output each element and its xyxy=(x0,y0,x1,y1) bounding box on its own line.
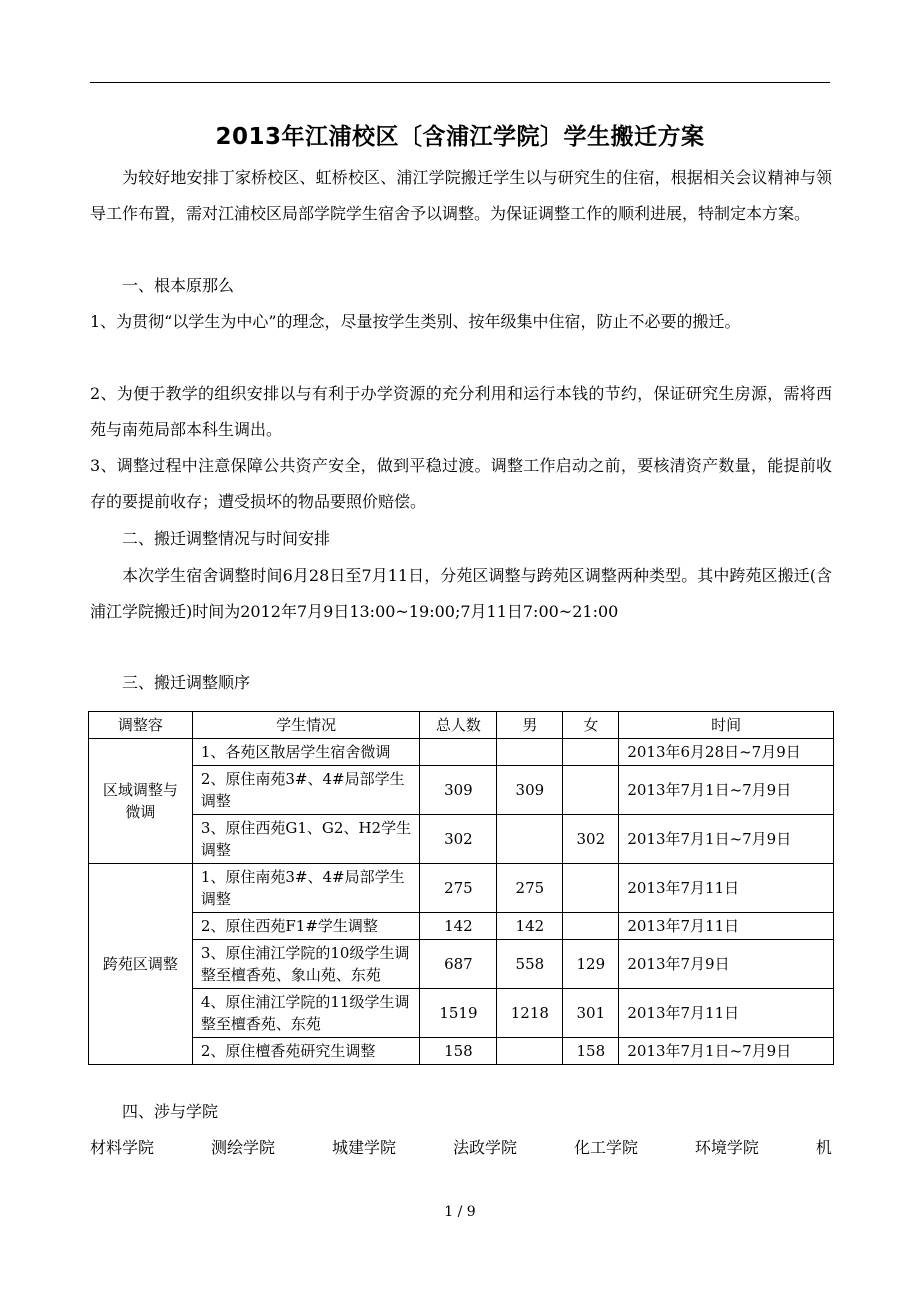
table-cell: 2013年7月1日~7月9日 xyxy=(619,766,834,815)
table-cell: 4、原住浦江学院的11级学生调整至檀香苑、东苑 xyxy=(192,989,420,1038)
table-cell: 301 xyxy=(563,989,619,1038)
table-row xyxy=(89,989,834,1038)
table-cell: 2013年7月11日 xyxy=(619,864,834,913)
table-cell: 3、原住浦江学院的10级学生调整至檀香苑、象山苑、东苑 xyxy=(192,940,420,989)
table-row xyxy=(89,815,834,864)
table-cell: 1、各苑区散居学生宿舍微调 xyxy=(192,739,420,766)
table-cell xyxy=(420,739,497,766)
table-cell: 142 xyxy=(497,913,563,940)
table-row xyxy=(89,739,834,766)
table-cell xyxy=(563,913,619,940)
relocation-table xyxy=(88,711,834,1065)
college-name: 测绘学院 xyxy=(210,1138,275,1157)
section4-heading: 四、涉与学院 xyxy=(122,1102,219,1121)
section1-heading: 一、根本原那么 xyxy=(122,276,235,295)
table-cell: 2、原住檀香苑研究生调整 xyxy=(192,1038,420,1065)
table-header-cell: 学生情况 xyxy=(192,712,420,739)
table-cell: 158 xyxy=(563,1038,619,1065)
section1-item-2: 2、为便于教学的组织安排以与有利于办学资源的充分利用和运行本钱的节约，保证研究生房源，需将西苑与南苑局部本科生调出。 xyxy=(90,384,832,439)
table-cell: 158 xyxy=(420,1038,497,1065)
section1-item-3: 3、调整过程中注意保障公共资产安全，做到平稳过渡。调整工作启动之前，要核清资产数量，能提前收存的要提前收存；遭受损坏的物品要照价赔偿。 xyxy=(90,456,832,511)
group-label-cell: 区域调整与微调 xyxy=(89,739,193,864)
table-cell: 687 xyxy=(420,940,497,989)
table-cell: 1519 xyxy=(420,989,497,1038)
page-number: 1 / 9 xyxy=(444,1204,476,1220)
table-cell: 2、原住南苑3#、4#局部学生调整 xyxy=(192,766,420,815)
group-label-cell: 跨苑区调整 xyxy=(89,864,193,1065)
table-row xyxy=(89,766,834,815)
table-row xyxy=(89,913,834,940)
table-header-cell: 男 xyxy=(497,712,563,739)
table-cell: 302 xyxy=(420,815,497,864)
table-row xyxy=(89,864,834,913)
table-cell xyxy=(563,739,619,766)
college-name: 化工学院 xyxy=(573,1138,638,1157)
table-cell: 2013年7月1日~7月9日 xyxy=(619,1038,834,1065)
section2-heading: 二、搬迁调整情况与时间安排 xyxy=(122,529,331,548)
intro-paragraph: 为较好地安排丁家桥校区、虹桥校区、浦江学院搬迁学生以与研究生的住宿，根据相关会议精神与领导工作布置，需对江浦校区局部学院学生宿舍予以调整。为保证调整工作的顺利进展，特制定本方案。 xyxy=(90,168,832,223)
table-cell: 3、原住西苑G1、G2、H2学生调整 xyxy=(192,815,420,864)
college-name: 城建学院 xyxy=(331,1138,396,1157)
table-header-row xyxy=(89,712,834,739)
table-cell: 142 xyxy=(420,913,497,940)
table-header-cell: 女 xyxy=(563,712,619,739)
table-cell: 309 xyxy=(420,766,497,815)
table-cell: 2013年7月11日 xyxy=(619,989,834,1038)
section1-item-1: 1、为贯彻“以学生为中心”的理念，尽量按学生类别、按年级集中住宿，防止不必要的搬迁。 xyxy=(90,312,741,331)
table-cell: 1、原住南苑3#、4#局部学生调整 xyxy=(192,864,420,913)
table-header-cell: 总人数 xyxy=(420,712,497,739)
table-cell xyxy=(563,766,619,815)
table-cell: 129 xyxy=(563,940,619,989)
table-cell: 2013年7月1日~7月9日 xyxy=(619,815,834,864)
header-rule xyxy=(90,82,830,83)
table-cell: 558 xyxy=(497,940,563,989)
section3-heading: 三、搬迁调整顺序 xyxy=(122,673,251,692)
table-cell: 2013年6月28日~7月9日 xyxy=(619,739,834,766)
table-cell: 2013年7月9日 xyxy=(619,940,834,989)
table-row xyxy=(89,1038,834,1065)
college-name: 环境学院 xyxy=(694,1138,759,1157)
table-cell: 2、原住西苑F1#学生调整 xyxy=(192,913,420,940)
table-cell: 1218 xyxy=(497,989,563,1038)
table-cell: 2013年7月11日 xyxy=(619,913,834,940)
table-row xyxy=(89,940,834,989)
table-header-cell: 时间 xyxy=(619,712,834,739)
table-cell: 275 xyxy=(420,864,497,913)
document-title: 2013年江浦校区〔含浦江学院〕学生搬迁方案 xyxy=(215,124,705,150)
table-cell: 275 xyxy=(497,864,563,913)
table-cell: 309 xyxy=(497,766,563,815)
college-name: 材料学院 xyxy=(90,1138,155,1157)
college-name: 法政学院 xyxy=(452,1138,517,1157)
college-list xyxy=(90,1130,832,1166)
table-cell xyxy=(497,1038,563,1065)
table-cell xyxy=(497,739,563,766)
table-cell xyxy=(497,815,563,864)
table-header-cell: 调整容 xyxy=(89,712,193,739)
table-cell xyxy=(563,864,619,913)
table-cell: 302 xyxy=(563,815,619,864)
college-name: 机 xyxy=(815,1138,832,1157)
section2-text: 本次学生宿舍调整时间6月28日至7月11日，分苑区调整与跨苑区调整两种类型。其中跨苑区搬迁(含浦江学院搬迁)时间为2012年7月9日13:00~19:00;7月11日7:00~21:00 xyxy=(90,566,832,621)
